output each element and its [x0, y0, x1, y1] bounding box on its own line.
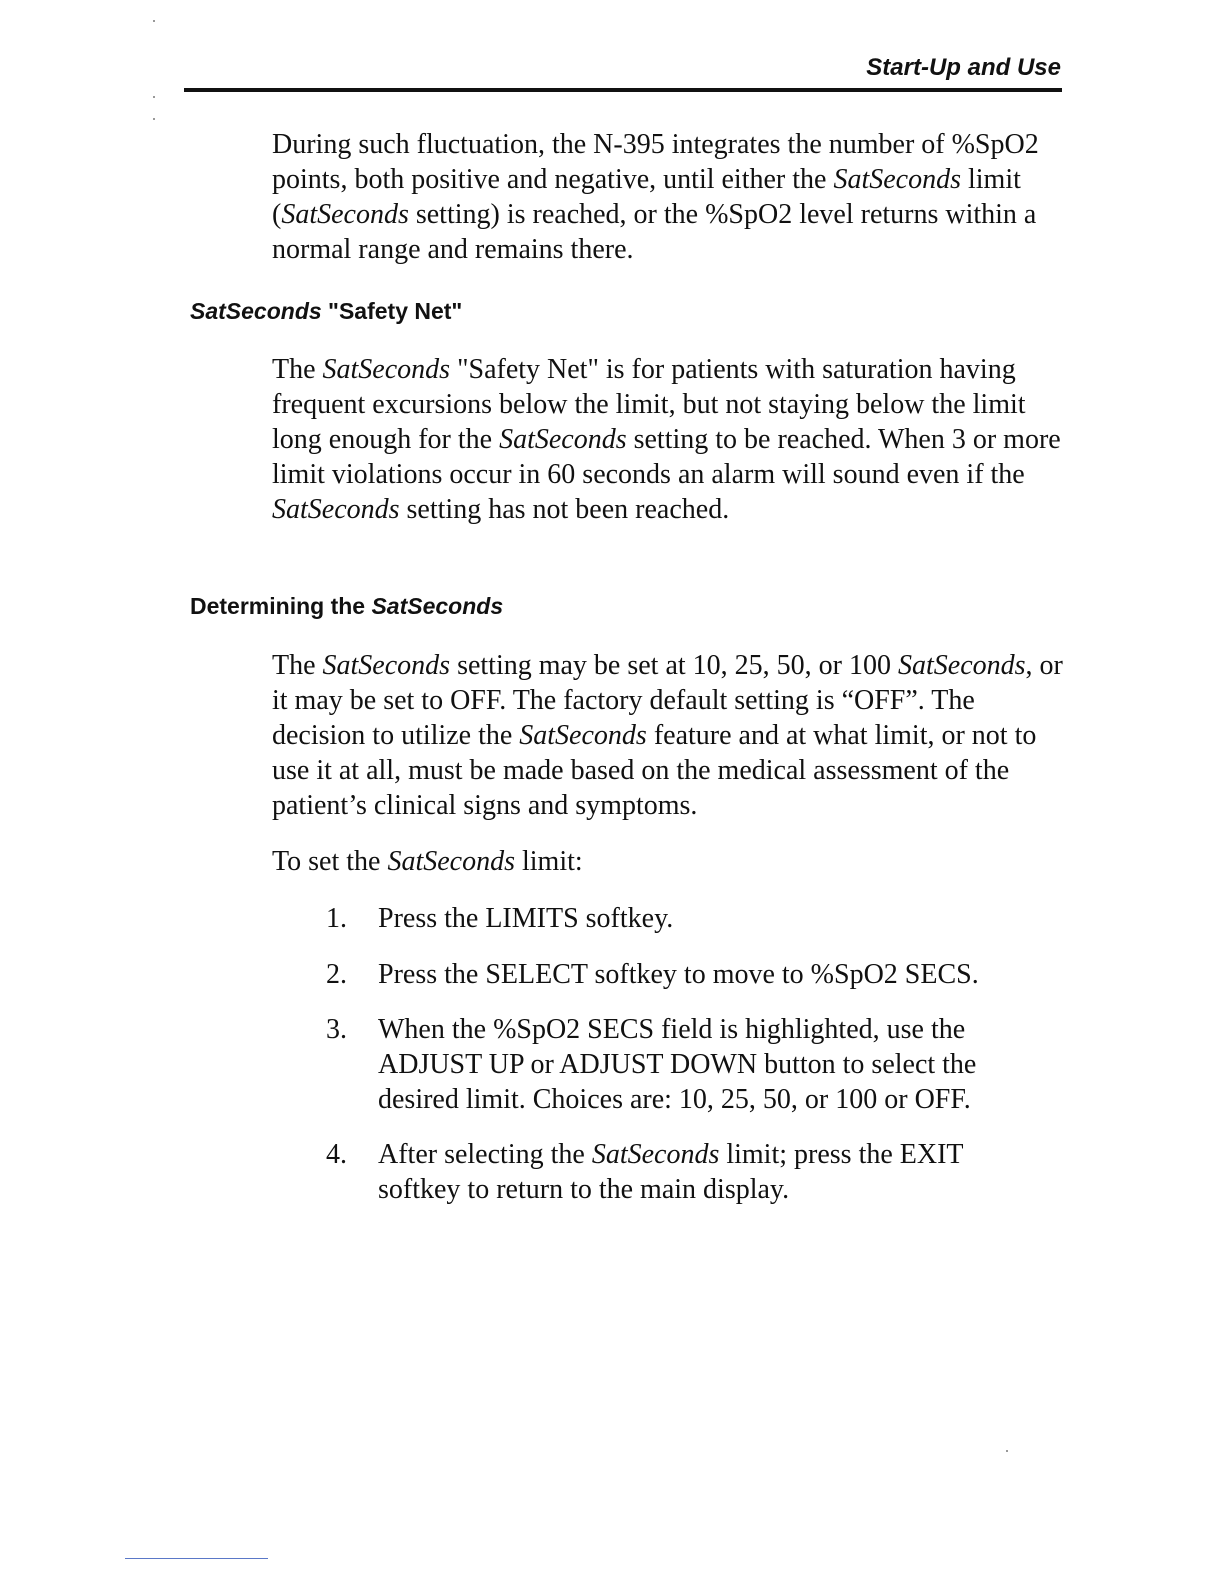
footer-rule [125, 1558, 268, 1559]
step-number: 3. [326, 1014, 347, 1045]
step-text [378, 1137, 1038, 1207]
determining-paragraph [272, 648, 1072, 823]
safety-net-heading-rest: "Safety Net" [321, 298, 463, 324]
intro-em-2: SatSeconds [281, 199, 409, 230]
determining-heading [190, 593, 503, 620]
list-item [326, 1137, 1086, 1207]
safety-net-text-1: The [272, 354, 323, 385]
safety-net-text-2: "Safety Net" is for patients with saturation having frequent excursions below the limit, but not staying below the limit long enough for the [272, 354, 1026, 455]
step-text-pre: After selecting the [378, 1139, 592, 1170]
step-text: Press the SELECT softkey to move to %SpO2 SECS. [378, 959, 979, 990]
scan-speck [153, 118, 155, 120]
steps-intro-text-2: limit: [515, 846, 583, 877]
scan-speck [153, 96, 155, 98]
steps-intro [272, 844, 1072, 879]
intro-text-1: During such fluctuation, the N-395 integrates the number of %SpO2 points, both positive and negative, until either the [272, 129, 1039, 195]
header-rule [184, 88, 1062, 92]
determining-text-4: feature and at what limit, or not to use it at all, must be made based on the medical assessment of the patient’s clinical signs and symptoms. [272, 720, 1037, 821]
safety-net-text-4: setting has not been reached. [399, 494, 730, 525]
safety-net-heading [190, 298, 462, 325]
steps-intro-text-1: To set the [272, 846, 388, 877]
determining-text-1: The [272, 650, 323, 681]
intro-text-2: limit ( [272, 164, 1021, 230]
safety-net-em-2: SatSeconds [499, 424, 627, 455]
list-item [326, 957, 1086, 992]
safety-net-em-1: SatSeconds [322, 354, 451, 385]
step-number: 1. [326, 903, 347, 934]
header-title: Start-Up and Use [866, 54, 1061, 81]
determining-heading-pre: Determining the [190, 593, 372, 619]
determining-text-3: , or it may be set to OFF. The factory default setting is “OFF”. The decision to utilize the [272, 650, 1063, 751]
steps-intro-em: SatSeconds [387, 846, 515, 877]
step-number: 4. [326, 1139, 347, 1170]
determining-em-3: SatSeconds [519, 720, 647, 751]
safety-net-heading-em: SatSeconds [190, 298, 322, 324]
safety-net-paragraph [272, 352, 1072, 527]
step-number: 2. [326, 959, 347, 990]
step-text-post: limit; press the EXIT softkey to return to the main display. [378, 1139, 964, 1205]
determining-heading-em: SatSeconds [371, 593, 504, 619]
determining-text-2: setting may be set at 10, 25, 50, or 100 [450, 650, 898, 681]
scan-speck [1006, 1450, 1008, 1452]
step-text-em: SatSeconds [591, 1139, 720, 1170]
step-text: Press the LIMITS softkey. [378, 903, 674, 934]
safety-net-text-3: setting to be reached. When 3 or more limit violations occur in 60 seconds an alarm will sound even if the [272, 424, 1061, 490]
safety-net-em-3: SatSeconds [272, 494, 400, 525]
intro-paragraph [272, 127, 1072, 267]
step-text: When the %SpO2 SECS field is highlighted, use the ADJUST UP or ADJUST DOWN button to select the desired limit. Choices are: 10, 25, 50, or 100 or OFF. [378, 1014, 977, 1115]
determining-em-2: SatSeconds [898, 650, 1026, 681]
list-item [326, 1012, 1086, 1117]
scan-speck [153, 20, 155, 22]
list-item [326, 901, 1086, 936]
intro-text-3: setting) is reached, or the %SpO2 level returns within a normal range and remains there. [272, 199, 1037, 265]
determining-em-1: SatSeconds [322, 650, 451, 681]
intro-em-1: SatSeconds [833, 164, 961, 195]
